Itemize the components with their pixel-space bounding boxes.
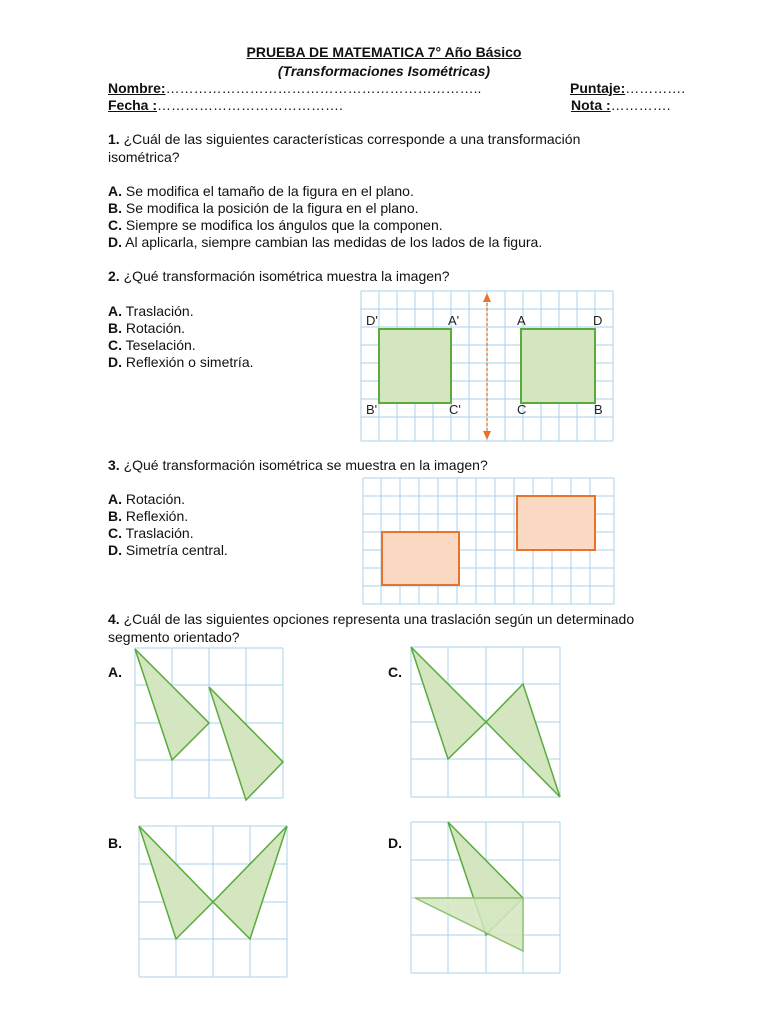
option-text: Rotación.	[122, 491, 186, 507]
option-1c[interactable]	[108, 217, 443, 234]
option-1a[interactable]	[108, 183, 414, 200]
fecha-row	[108, 97, 343, 113]
option-3d[interactable]	[108, 542, 228, 559]
puntaje-field[interactable]: ………….	[625, 80, 686, 96]
original-square	[521, 329, 595, 403]
option-1b[interactable]	[108, 200, 419, 217]
question-text: ¿Qué transformación isométrica se muestra en la imagen?	[119, 457, 488, 473]
question-4-line-1	[108, 611, 634, 628]
question-4-line-2: segmento orientado?	[108, 629, 240, 645]
option-letter: D.	[108, 234, 122, 250]
triangle	[415, 898, 523, 951]
label-d-prime: D'	[366, 313, 378, 328]
question-number: 4.	[108, 611, 120, 627]
option-4c-label[interactable]: C.	[388, 664, 402, 680]
reflected-square	[379, 329, 451, 403]
option-3c[interactable]	[108, 525, 194, 542]
question-2	[108, 268, 450, 285]
fecha-label: Fecha :	[108, 97, 158, 113]
nombre-field[interactable]: …………………………………………………………..	[165, 80, 482, 96]
option-4d-label[interactable]: D.	[388, 835, 402, 851]
nota-row	[571, 97, 671, 113]
option-4a-label[interactable]: A.	[108, 664, 122, 680]
label-c: C	[517, 402, 527, 417]
label-a-prime: A'	[448, 313, 460, 328]
option-4c-figure[interactable]	[410, 646, 561, 798]
option-letter: A.	[108, 491, 122, 507]
question-text: ¿Cuál de las siguientes características corresponde a una transformación	[119, 131, 581, 147]
nombre-label: Nombre:	[108, 80, 166, 96]
option-4b-figure[interactable]	[138, 825, 288, 978]
option-text: Reflexión.	[122, 508, 189, 524]
option-4b-label[interactable]: B.	[108, 835, 122, 851]
option-letter: C.	[108, 217, 122, 233]
original-rectangle	[382, 532, 459, 585]
question-number: 2.	[108, 268, 120, 284]
label-a: A	[517, 313, 526, 328]
option-text: Traslación.	[122, 525, 194, 541]
option-letter: B.	[108, 508, 122, 524]
option-letter: C.	[108, 337, 122, 353]
option-letter: A.	[108, 303, 122, 319]
option-letter: D.	[108, 542, 122, 558]
translation-figure	[362, 477, 615, 605]
question-text: ¿Cuál de las siguientes opciones representa una traslación según un determinado	[119, 611, 635, 627]
question-3	[108, 457, 488, 474]
option-letter: C.	[108, 525, 122, 541]
label-b-prime: B'	[366, 402, 378, 417]
option-text: Rotación.	[122, 320, 186, 336]
option-text: Simetría central.	[122, 542, 228, 558]
option-text: Se modifica la posición de la figura en el plano.	[122, 200, 419, 216]
question-1-line-2: isométrica?	[108, 149, 180, 165]
option-3a[interactable]	[108, 491, 185, 508]
page-subtitle: (Transformaciones Isométricas)	[277, 63, 491, 79]
reflection-figure	[360, 290, 614, 442]
puntaje-row	[570, 80, 685, 96]
label-b: B	[594, 402, 603, 417]
option-text: Al aplicarla, siempre cambian las medidas de los lados de la figura.	[122, 234, 543, 250]
label-c-prime: C'	[449, 402, 461, 417]
option-2c[interactable]	[108, 337, 196, 354]
nota-field[interactable]: ………….	[610, 97, 671, 113]
question-1-line-1	[108, 131, 580, 148]
option-4d-figure[interactable]	[410, 821, 561, 974]
option-text: Reflexión o simetría.	[122, 354, 254, 370]
label-d: D	[593, 313, 603, 328]
option-2a[interactable]	[108, 303, 194, 320]
option-text: Se modifica el tamaño de la figura en el plano.	[122, 183, 414, 199]
option-4a-figure[interactable]	[134, 647, 284, 799]
page-title: PRUEBA DE MATEMATICA 7° Año Básico	[246, 44, 522, 60]
nombre-row	[108, 80, 481, 96]
option-letter: B.	[108, 200, 122, 216]
option-3b[interactable]	[108, 508, 188, 525]
option-text: Siempre se modifica los ángulos que la componen.	[122, 217, 443, 233]
option-letter: A.	[108, 183, 122, 199]
option-2b[interactable]	[108, 320, 185, 337]
option-text: Traslación.	[122, 303, 194, 319]
puntaje-label: Puntaje:	[570, 80, 626, 96]
question-number: 1.	[108, 131, 120, 147]
fecha-field[interactable]: ………………………………….	[157, 97, 343, 113]
option-2d[interactable]	[108, 354, 254, 371]
translated-rectangle	[517, 496, 595, 550]
nota-label: Nota :	[571, 97, 611, 113]
option-text: Teselación.	[122, 337, 196, 353]
question-text: ¿Qué transformación isométrica muestra la imagen?	[119, 268, 450, 284]
option-1d[interactable]	[108, 234, 542, 251]
question-number: 3.	[108, 457, 120, 473]
option-letter: B.	[108, 320, 122, 336]
option-letter: D.	[108, 354, 122, 370]
